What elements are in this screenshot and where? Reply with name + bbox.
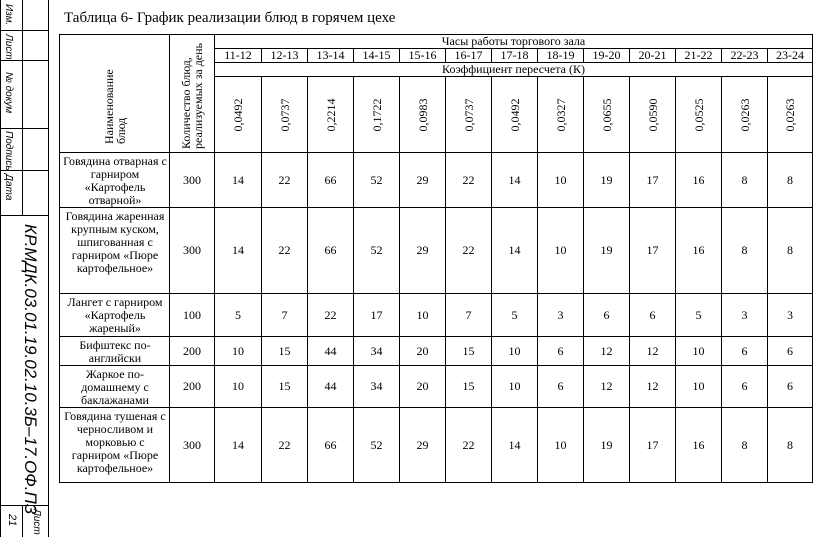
hour-value: 10 bbox=[538, 408, 584, 483]
hour-value: 29 bbox=[400, 408, 446, 483]
header-qty bbox=[170, 35, 215, 153]
hour-18-19: 18-19 bbox=[538, 49, 584, 63]
hour-value: 15 bbox=[446, 366, 492, 408]
dish-name: Говядина тушеная с черносливом и морковью с гарниром «Пюре картофельное» bbox=[60, 408, 170, 483]
hour-value: 16 bbox=[676, 408, 722, 483]
production-schedule-table bbox=[59, 34, 813, 483]
hour-value: 22 bbox=[446, 408, 492, 483]
hour-21-22: 21-22 bbox=[676, 49, 722, 63]
hour-11-12: 11-12 bbox=[215, 49, 262, 63]
dish-qty: 200 bbox=[170, 337, 215, 366]
coef-5 bbox=[400, 77, 446, 153]
hour-value: 14 bbox=[215, 408, 262, 483]
hour-value: 10 bbox=[538, 153, 584, 208]
hour-value: 14 bbox=[492, 408, 538, 483]
coef-11 bbox=[676, 77, 722, 153]
hour-value: 14 bbox=[215, 208, 262, 294]
hour-value: 12 bbox=[584, 366, 630, 408]
hour-value: 6 bbox=[768, 337, 813, 366]
hour-value: 22 bbox=[446, 208, 492, 294]
hour-value: 19 bbox=[584, 153, 630, 208]
hour-value: 17 bbox=[630, 208, 676, 294]
hour-value: 66 bbox=[308, 153, 354, 208]
stamp-data: Дата bbox=[3, 174, 14, 201]
hour-value: 20 bbox=[400, 366, 446, 408]
hour-value: 8 bbox=[768, 208, 813, 294]
coef-value: 0,0263 bbox=[783, 98, 797, 131]
coef-value: 0,0525 bbox=[691, 98, 706, 131]
hour-value: 16 bbox=[676, 153, 722, 208]
hour-value: 3 bbox=[538, 294, 584, 337]
hour-value: 34 bbox=[354, 337, 400, 366]
table-row bbox=[60, 366, 813, 408]
table-row bbox=[60, 153, 813, 208]
coef-value: 0,0492 bbox=[231, 98, 245, 131]
coef-value: 0,0737 bbox=[277, 98, 292, 131]
hour-19-20: 19-20 bbox=[584, 49, 630, 63]
hour-value: 5 bbox=[215, 294, 262, 337]
hour-value: 6 bbox=[722, 337, 768, 366]
hour-value: 7 bbox=[262, 294, 308, 337]
hour-value: 10 bbox=[538, 208, 584, 294]
header-dish-name bbox=[60, 35, 170, 153]
hour-value: 3 bbox=[722, 294, 768, 337]
stamp-page-num: 21 bbox=[6, 514, 18, 527]
coef-3 bbox=[308, 77, 354, 153]
hour-value: 6 bbox=[584, 294, 630, 337]
hour-value: 5 bbox=[492, 294, 538, 337]
hour-value: 17 bbox=[354, 294, 400, 337]
stamp-strip bbox=[0, 0, 48, 537]
hour-17-18: 17-18 bbox=[492, 49, 538, 63]
hour-value: 12 bbox=[630, 337, 676, 366]
coef-value: 0,0983 bbox=[415, 98, 430, 131]
hour-value: 10 bbox=[400, 294, 446, 337]
coef-7 bbox=[492, 77, 538, 153]
header-coef: Коэффициент пересчета (К) bbox=[215, 63, 813, 77]
coef-value: 0,0327 bbox=[553, 98, 568, 131]
coef-value: 0,0263 bbox=[737, 98, 752, 131]
hour-23-24: 23-24 bbox=[768, 49, 813, 63]
coef-value: 0,1722 bbox=[369, 98, 384, 131]
dish-qty: 300 bbox=[170, 408, 215, 483]
hour-value: 12 bbox=[630, 366, 676, 408]
hour-value: 6 bbox=[538, 366, 584, 408]
hour-value: 7 bbox=[446, 294, 492, 337]
hour-value: 14 bbox=[215, 153, 262, 208]
hour-value: 10 bbox=[492, 366, 538, 408]
stamp-podpis: Подпись bbox=[3, 131, 14, 171]
table-title: Таблица 6- График реализации блюд в горячем цехе bbox=[64, 10, 396, 26]
dish-name: Говядина отварная с гарниром «Картофель отварной» bbox=[60, 153, 170, 208]
coef-value: 0,0590 bbox=[645, 98, 660, 131]
hour-value: 22 bbox=[446, 153, 492, 208]
hour-value: 52 bbox=[354, 208, 400, 294]
hour-13-14: 13-14 bbox=[308, 49, 354, 63]
hour-value: 15 bbox=[262, 366, 308, 408]
hour-value: 52 bbox=[354, 153, 400, 208]
stamp-code: КР.МДК.03.01.19.02.10.3Б–17.ОФ.ПЗ bbox=[21, 224, 40, 515]
coef-4 bbox=[354, 77, 400, 153]
hour-value: 34 bbox=[354, 366, 400, 408]
stamp-list-label: Лист bbox=[31, 509, 42, 535]
coef-13 bbox=[768, 77, 813, 153]
hour-value: 17 bbox=[630, 153, 676, 208]
dish-qty: 300 bbox=[170, 208, 215, 294]
header-hours: Часы работы торгового зала bbox=[215, 35, 813, 49]
dish-qty: 200 bbox=[170, 366, 215, 408]
dish-name: Говядина жаренная крупным куском, шпигованная с гарниром «Пюре картофельное» bbox=[60, 208, 170, 294]
table-row bbox=[60, 294, 813, 337]
coef-2 bbox=[262, 77, 308, 153]
hour-20-21: 20-21 bbox=[630, 49, 676, 63]
hour-value: 8 bbox=[768, 153, 813, 208]
dish-name: Лангет с гарниром «Картофель жареный» bbox=[60, 294, 170, 337]
hour-value: 10 bbox=[492, 337, 538, 366]
coef-value: 0,0655 bbox=[599, 98, 614, 131]
hour-value: 15 bbox=[446, 337, 492, 366]
coef-1 bbox=[215, 77, 262, 153]
coef-8 bbox=[538, 77, 584, 153]
hour-value: 22 bbox=[308, 294, 354, 337]
coef-6 bbox=[446, 77, 492, 153]
coef-value: 0,0492 bbox=[507, 98, 522, 131]
coef-9 bbox=[584, 77, 630, 153]
table-row bbox=[60, 337, 813, 366]
table-row bbox=[60, 408, 813, 483]
dish-qty: 300 bbox=[170, 153, 215, 208]
hour-value: 29 bbox=[400, 208, 446, 294]
hour-value: 16 bbox=[676, 208, 722, 294]
hour-value: 12 bbox=[584, 337, 630, 366]
stamp-list: Лист bbox=[3, 34, 14, 60]
hour-value: 6 bbox=[630, 294, 676, 337]
hour-value: 14 bbox=[492, 153, 538, 208]
hour-value: 44 bbox=[308, 366, 354, 408]
hour-value: 10 bbox=[676, 366, 722, 408]
hour-value: 19 bbox=[584, 208, 630, 294]
hour-value: 66 bbox=[308, 408, 354, 483]
hour-value: 8 bbox=[722, 153, 768, 208]
coef-12 bbox=[722, 77, 768, 153]
dish-name: Жаркое по-домашнему с баклажанами bbox=[60, 366, 170, 408]
hour-value: 19 bbox=[584, 408, 630, 483]
hour-value: 3 bbox=[768, 294, 813, 337]
hour-22-23: 22-23 bbox=[722, 49, 768, 63]
hour-value: 8 bbox=[722, 408, 768, 483]
hour-16-17: 16-17 bbox=[446, 49, 492, 63]
stamp-n-dokum: № докум bbox=[3, 72, 14, 114]
hour-12-13: 12-13 bbox=[262, 49, 308, 63]
hour-value: 29 bbox=[400, 153, 446, 208]
coef-10 bbox=[630, 77, 676, 153]
hour-15-16: 15-16 bbox=[400, 49, 446, 63]
table-row bbox=[60, 208, 813, 294]
hour-value: 8 bbox=[768, 408, 813, 483]
hour-value: 20 bbox=[400, 337, 446, 366]
header-qty-text: Количество блюд, реализуемых за день bbox=[179, 42, 205, 149]
hour-value: 15 bbox=[262, 337, 308, 366]
hour-value: 52 bbox=[354, 408, 400, 483]
hour-value: 66 bbox=[308, 208, 354, 294]
coef-value: 0,0737 bbox=[461, 98, 476, 131]
hour-value: 17 bbox=[630, 408, 676, 483]
hour-value: 8 bbox=[722, 208, 768, 294]
coef-value: 0,2214 bbox=[323, 98, 338, 131]
hour-value: 22 bbox=[262, 208, 308, 294]
header-dish-name-text: Наименование блюд bbox=[101, 68, 128, 144]
dish-qty: 100 bbox=[170, 294, 215, 337]
hour-value: 10 bbox=[215, 366, 262, 408]
hour-value: 44 bbox=[308, 337, 354, 366]
hour-14-15: 14-15 bbox=[354, 49, 400, 63]
hour-value: 14 bbox=[492, 208, 538, 294]
hour-value: 6 bbox=[722, 366, 768, 408]
hour-value: 10 bbox=[215, 337, 262, 366]
hour-value: 10 bbox=[676, 337, 722, 366]
hour-value: 6 bbox=[538, 337, 584, 366]
hour-value: 22 bbox=[262, 153, 308, 208]
stamp-izm: Изм. bbox=[3, 4, 14, 26]
dish-name: Бифштекс по-английски bbox=[60, 337, 170, 366]
hour-value: 22 bbox=[262, 408, 308, 483]
hour-value: 5 bbox=[676, 294, 722, 337]
hour-value: 6 bbox=[768, 366, 813, 408]
